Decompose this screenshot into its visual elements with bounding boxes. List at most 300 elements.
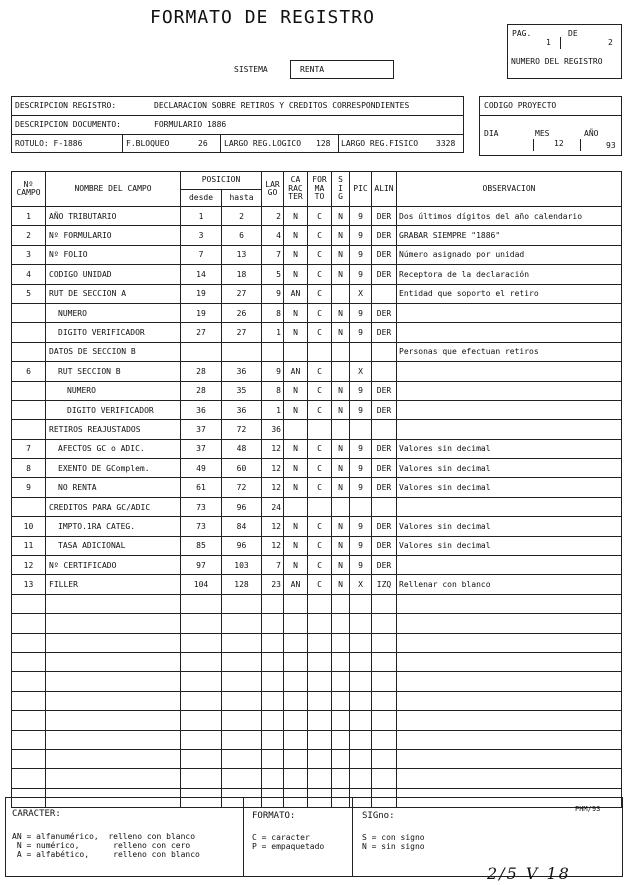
- header-nombre-campo: NOMBRE DEL CAMPO: [46, 172, 181, 207]
- cell-formato: C: [308, 362, 332, 381]
- cell-caracter: N: [284, 207, 308, 226]
- cell-observacion: Rellenar con blanco: [397, 575, 622, 594]
- cell-pic: [350, 730, 372, 749]
- cell-caracter: [284, 749, 308, 768]
- cell-alin: [372, 633, 397, 652]
- cell-nombre: [46, 594, 181, 613]
- cell-observacion: GRABAR SIEMPRE "1886": [397, 226, 622, 245]
- table-row: [12, 517, 622, 536]
- cell-formato: C: [308, 517, 332, 536]
- cell-pic: [350, 769, 372, 788]
- cell-hasta: 96: [222, 536, 262, 555]
- cell-hasta: 13: [222, 245, 262, 264]
- cell-desde: 19: [181, 284, 222, 303]
- cell-hasta: [222, 769, 262, 788]
- cell-observacion: [397, 420, 622, 439]
- cell-signo: N: [332, 536, 350, 555]
- cell-alin: IZQ: [372, 575, 397, 594]
- cell-signo: N: [332, 323, 350, 342]
- cell-desde: 36: [181, 400, 222, 419]
- cell-hasta: 48: [222, 439, 262, 458]
- cell-signo: N: [332, 575, 350, 594]
- header-formato: FOR MA TO: [308, 172, 332, 207]
- cell-hasta: 35: [222, 381, 262, 400]
- cell-hasta: 26: [222, 303, 262, 322]
- cell-desde: 19: [181, 303, 222, 322]
- cell-largo: 2: [262, 207, 284, 226]
- cell-signo: [332, 672, 350, 691]
- cell-pic: 9: [350, 207, 372, 226]
- cell-nombre: [46, 652, 181, 671]
- cell-observacion: [397, 594, 622, 613]
- legend-caracter-line: AN = alfanumérico, relleno con blanco: [12, 832, 196, 841]
- cell-nombre: IMPTO.1RA CATEG.: [46, 517, 181, 536]
- cell-pic: [350, 420, 372, 439]
- cell-nro: 9: [12, 478, 46, 497]
- cell-nro: [12, 652, 46, 671]
- cell-desde: 28: [181, 381, 222, 400]
- cell-observacion: [397, 497, 622, 516]
- table-row: [12, 478, 622, 497]
- cell-desde: 104: [181, 575, 222, 594]
- largo-fisico-label: LARGO REG.FISICO: [341, 139, 419, 148]
- cell-caracter: N: [284, 517, 308, 536]
- header-posicion: POSICION: [181, 172, 262, 190]
- cell-largo: 5: [262, 265, 284, 284]
- cell-desde: 49: [181, 459, 222, 478]
- cell-pic: 9: [350, 400, 372, 419]
- cell-nombre: NUMERO: [46, 303, 181, 322]
- cell-caracter: [284, 711, 308, 730]
- cell-pic: [350, 594, 372, 613]
- cell-nro: [12, 497, 46, 516]
- cell-nombre: [46, 672, 181, 691]
- cell-alin: [372, 284, 397, 303]
- cell-largo: 36: [262, 420, 284, 439]
- sistema-field: [290, 60, 394, 79]
- cell-pic: 9: [350, 556, 372, 575]
- cell-nombre: [46, 711, 181, 730]
- cell-nro: 3: [12, 245, 46, 264]
- cell-formato: C: [308, 323, 332, 342]
- cell-caracter: N: [284, 478, 308, 497]
- cell-hasta: 72: [222, 420, 262, 439]
- cell-alin: DER: [372, 556, 397, 575]
- cell-pic: 9: [350, 439, 372, 458]
- cell-caracter: N: [284, 303, 308, 322]
- cell-hasta: [222, 730, 262, 749]
- codigo-proyecto-label: CODIGO PROYECTO: [484, 101, 557, 110]
- cell-nombre: TASA ADICIONAL: [46, 536, 181, 555]
- cell-nombre: CODIGO UNIDAD: [46, 265, 181, 284]
- legend-formato-line: C = caracter: [252, 833, 310, 842]
- cell-alin: DER: [372, 439, 397, 458]
- cell-largo: [262, 730, 284, 749]
- header-caracter: CA RAC TER: [284, 172, 308, 207]
- cell-alin: [372, 362, 397, 381]
- cell-pic: 9: [350, 381, 372, 400]
- cell-observacion: [397, 633, 622, 652]
- cell-nro: 1: [12, 207, 46, 226]
- header-largo: LAR GO: [262, 172, 284, 207]
- cell-pic: 9: [350, 303, 372, 322]
- cell-largo: 23: [262, 575, 284, 594]
- cell-signo: N: [332, 478, 350, 497]
- cell-largo: 9: [262, 284, 284, 303]
- cell-signo: N: [332, 265, 350, 284]
- cell-hasta: 96: [222, 497, 262, 516]
- cell-formato: C: [308, 478, 332, 497]
- cell-nro: [12, 691, 46, 710]
- cell-hasta: [222, 594, 262, 613]
- cell-nombre: NO RENTA: [46, 478, 181, 497]
- cell-desde: 73: [181, 517, 222, 536]
- cell-nombre: CREDITOS PARA GC/ADIC: [46, 497, 181, 516]
- f-bloqueo-value: 26: [198, 139, 208, 148]
- cell-formato: [308, 614, 332, 633]
- cell-caracter: [284, 691, 308, 710]
- cell-formato: C: [308, 226, 332, 245]
- empty-table-row: [12, 730, 622, 749]
- cell-largo: [262, 691, 284, 710]
- cell-formato: [308, 497, 332, 516]
- cell-desde: 97: [181, 556, 222, 575]
- cell-desde: [181, 730, 222, 749]
- page-title: FORMATO DE REGISTRO: [150, 7, 375, 28]
- cell-signo: N: [332, 381, 350, 400]
- cell-largo: 12: [262, 439, 284, 458]
- cell-pic: 9: [350, 536, 372, 555]
- table-row: [12, 226, 622, 245]
- table-row: [12, 207, 622, 226]
- cell-signo: [332, 769, 350, 788]
- cell-largo: 12: [262, 536, 284, 555]
- table-row: [12, 381, 622, 400]
- field-table: [11, 171, 622, 808]
- cell-hasta: 72: [222, 478, 262, 497]
- cell-desde: 37: [181, 439, 222, 458]
- cell-nro: [12, 730, 46, 749]
- cell-formato: [308, 730, 332, 749]
- cell-observacion: [397, 381, 622, 400]
- cell-formato: C: [308, 265, 332, 284]
- cell-largo: 12: [262, 517, 284, 536]
- cell-nombre: FILLER: [46, 575, 181, 594]
- header-alin: ALIN: [372, 172, 397, 207]
- cell-alin: [372, 594, 397, 613]
- cell-nro: 2: [12, 226, 46, 245]
- cell-largo: 7: [262, 556, 284, 575]
- cell-nro: [12, 303, 46, 322]
- cell-alin: DER: [372, 207, 397, 226]
- cell-observacion: [397, 730, 622, 749]
- cell-alin: [372, 420, 397, 439]
- cell-largo: 8: [262, 381, 284, 400]
- cell-observacion: Número asignado por unidad: [397, 245, 622, 264]
- cell-caracter: N: [284, 400, 308, 419]
- cell-hasta: [222, 672, 262, 691]
- legend-signo-line: N = sin signo: [362, 842, 425, 851]
- cell-largo: 12: [262, 478, 284, 497]
- cell-observacion: Dos últimos dígitos del año calendario: [397, 207, 622, 226]
- cell-formato: C: [308, 459, 332, 478]
- mes-value: 12: [554, 139, 564, 148]
- cell-alin: DER: [372, 226, 397, 245]
- cell-formato: [308, 749, 332, 768]
- cell-hasta: [222, 633, 262, 652]
- cell-caracter: AN: [284, 362, 308, 381]
- cell-formato: [308, 711, 332, 730]
- ano-label: AÑO: [584, 129, 599, 138]
- cell-signo: [332, 614, 350, 633]
- cell-formato: C: [308, 536, 332, 555]
- table-row: [12, 420, 622, 439]
- cell-formato: [308, 691, 332, 710]
- cell-desde: [181, 342, 222, 361]
- cell-formato: [308, 672, 332, 691]
- cell-nombre: RUT SECCION B: [46, 362, 181, 381]
- cell-largo: 12: [262, 459, 284, 478]
- cell-formato: C: [308, 207, 332, 226]
- cell-observacion: [397, 400, 622, 419]
- cell-nombre: [46, 749, 181, 768]
- cell-hasta: 36: [222, 362, 262, 381]
- header-observacion: OBSERVACION: [397, 172, 622, 207]
- cell-observacion: Valores sin decimal: [397, 536, 622, 555]
- cell-desde: [181, 711, 222, 730]
- cell-largo: [262, 711, 284, 730]
- cell-hasta: 6: [222, 226, 262, 245]
- pag-label: PAG.: [512, 29, 532, 38]
- form-code: PHM/93: [575, 805, 601, 813]
- cell-pic: 9: [350, 323, 372, 342]
- cell-nombre: Nº FOLIO: [46, 245, 181, 264]
- cell-caracter: [284, 672, 308, 691]
- cell-alin: DER: [372, 265, 397, 284]
- cell-hasta: 60: [222, 459, 262, 478]
- cell-desde: [181, 672, 222, 691]
- cell-pic: 9: [350, 265, 372, 284]
- cell-largo: 1: [262, 323, 284, 342]
- cell-nombre: NUMERO: [46, 381, 181, 400]
- cell-caracter: N: [284, 226, 308, 245]
- cell-alin: DER: [372, 478, 397, 497]
- cell-alin: DER: [372, 517, 397, 536]
- cell-nro: 11: [12, 536, 46, 555]
- cell-hasta: 27: [222, 284, 262, 303]
- cell-observacion: Personas que efectuan retiros: [397, 342, 622, 361]
- cell-largo: 4: [262, 226, 284, 245]
- cell-observacion: [397, 614, 622, 633]
- cell-formato: [308, 594, 332, 613]
- cell-nombre: DIGITO VERIFICADOR: [46, 400, 181, 419]
- cell-largo: [262, 342, 284, 361]
- cell-formato: C: [308, 400, 332, 419]
- cell-observacion: [397, 303, 622, 322]
- cell-hasta: [222, 691, 262, 710]
- cell-hasta: [222, 749, 262, 768]
- cell-pic: [350, 497, 372, 516]
- cell-desde: 7: [181, 245, 222, 264]
- cell-nombre: AÑO TRIBUTARIO: [46, 207, 181, 226]
- cell-observacion: [397, 672, 622, 691]
- cell-signo: [332, 730, 350, 749]
- cell-alin: DER: [372, 245, 397, 264]
- cell-nro: [12, 614, 46, 633]
- cell-caracter: N: [284, 245, 308, 264]
- cell-pic: [350, 652, 372, 671]
- cell-formato: C: [308, 381, 332, 400]
- cell-caracter: N: [284, 536, 308, 555]
- cell-desde: 14: [181, 265, 222, 284]
- mes-divider: [533, 139, 534, 151]
- cell-alin: [372, 342, 397, 361]
- cell-desde: [181, 652, 222, 671]
- cell-desde: 28: [181, 362, 222, 381]
- cell-signo: [332, 749, 350, 768]
- cell-signo: [332, 652, 350, 671]
- empty-table-row: [12, 633, 622, 652]
- cell-signo: [332, 711, 350, 730]
- mes-label: MES: [535, 129, 550, 138]
- cell-alin: DER: [372, 323, 397, 342]
- cell-formato: [308, 652, 332, 671]
- cell-pic: [350, 749, 372, 768]
- cell-nro: [12, 323, 46, 342]
- header-signo: S I G: [332, 172, 350, 207]
- cell-nro: [12, 342, 46, 361]
- header-hasta: hasta: [222, 190, 262, 207]
- cell-signo: [332, 342, 350, 361]
- cell-caracter: N: [284, 265, 308, 284]
- cell-caracter: AN: [284, 284, 308, 303]
- legend-caracter-line: A = alfabético, relleno con blanco: [12, 850, 200, 859]
- cell-nro: [12, 672, 46, 691]
- cell-nro: [12, 749, 46, 768]
- cell-formato: C: [308, 245, 332, 264]
- cell-alin: DER: [372, 400, 397, 419]
- cell-caracter: N: [284, 439, 308, 458]
- cell-desde: 85: [181, 536, 222, 555]
- cell-pic: 9: [350, 226, 372, 245]
- largo-fisico-value: 3328: [436, 139, 456, 148]
- cell-hasta: 2: [222, 207, 262, 226]
- cell-signo: [332, 284, 350, 303]
- cell-nombre: [46, 730, 181, 749]
- cell-pic: X: [350, 575, 372, 594]
- rotulo: ROTULO: F-1886: [15, 139, 83, 148]
- table-row: [12, 284, 622, 303]
- cell-largo: [262, 614, 284, 633]
- cell-largo: [262, 594, 284, 613]
- table-row: [12, 459, 622, 478]
- cell-signo: [332, 633, 350, 652]
- cell-signo: N: [332, 556, 350, 575]
- cell-signo: N: [332, 459, 350, 478]
- cell-signo: N: [332, 245, 350, 264]
- cell-hasta: [222, 652, 262, 671]
- f-bloqueo-label: F.BLOQUEO: [126, 139, 170, 148]
- cell-nombre: Nº FORMULARIO: [46, 226, 181, 245]
- cell-alin: [372, 769, 397, 788]
- cell-signo: N: [332, 226, 350, 245]
- cell-largo: 1: [262, 400, 284, 419]
- cell-caracter: AN: [284, 575, 308, 594]
- cell-largo: [262, 749, 284, 768]
- cell-desde: [181, 594, 222, 613]
- cell-nro: [12, 420, 46, 439]
- cell-formato: [308, 769, 332, 788]
- table-row: [12, 265, 622, 284]
- sistema-value: RENTA: [300, 65, 325, 74]
- cell-alin: DER: [372, 381, 397, 400]
- empty-table-row: [12, 594, 622, 613]
- cell-observacion: [397, 362, 622, 381]
- cell-pic: [350, 672, 372, 691]
- cell-hasta: 18: [222, 265, 262, 284]
- cell-observacion: Receptora de la declaración: [397, 265, 622, 284]
- header-pic: PIC: [350, 172, 372, 207]
- cell-observacion: [397, 691, 622, 710]
- table-row: [12, 342, 622, 361]
- cell-nro: 6: [12, 362, 46, 381]
- cell-nombre: EXENTO DE GComplem.: [46, 459, 181, 478]
- cell-desde: [181, 691, 222, 710]
- cell-alin: [372, 749, 397, 768]
- cell-observacion: Valores sin decimal: [397, 439, 622, 458]
- pag-number: 1: [546, 38, 551, 47]
- cell-nombre: [46, 691, 181, 710]
- cell-pic: 9: [350, 245, 372, 264]
- cell-alin: [372, 730, 397, 749]
- cell-caracter: [284, 730, 308, 749]
- cell-signo: [332, 691, 350, 710]
- cell-signo: [332, 497, 350, 516]
- cell-observacion: [397, 556, 622, 575]
- table-row: [12, 245, 622, 264]
- cell-alin: DER: [372, 459, 397, 478]
- cell-caracter: [284, 633, 308, 652]
- empty-table-row: [12, 614, 622, 633]
- cell-observacion: [397, 652, 622, 671]
- cell-nombre: [46, 633, 181, 652]
- cell-hasta: 84: [222, 517, 262, 536]
- ano-divider: [580, 139, 581, 151]
- cell-observacion: Valores sin decimal: [397, 478, 622, 497]
- cell-caracter: [284, 594, 308, 613]
- cell-pic: [350, 614, 372, 633]
- cell-formato: C: [308, 284, 332, 303]
- cell-signo: N: [332, 303, 350, 322]
- cell-caracter: [284, 497, 308, 516]
- cell-observacion: [397, 749, 622, 768]
- cell-pic: [350, 711, 372, 730]
- cell-largo: [262, 633, 284, 652]
- cell-caracter: [284, 420, 308, 439]
- cell-hasta: [222, 342, 262, 361]
- pag-total: 2: [608, 38, 613, 47]
- cell-pic: [350, 691, 372, 710]
- cell-caracter: [284, 342, 308, 361]
- cell-pic: X: [350, 362, 372, 381]
- ano-value: 93: [606, 141, 616, 150]
- cell-nombre: RETIROS REAJUSTADOS: [46, 420, 181, 439]
- cell-hasta: 128: [222, 575, 262, 594]
- cell-signo: [332, 594, 350, 613]
- cell-signo: N: [332, 517, 350, 536]
- cell-desde: 37: [181, 420, 222, 439]
- cell-formato: C: [308, 575, 332, 594]
